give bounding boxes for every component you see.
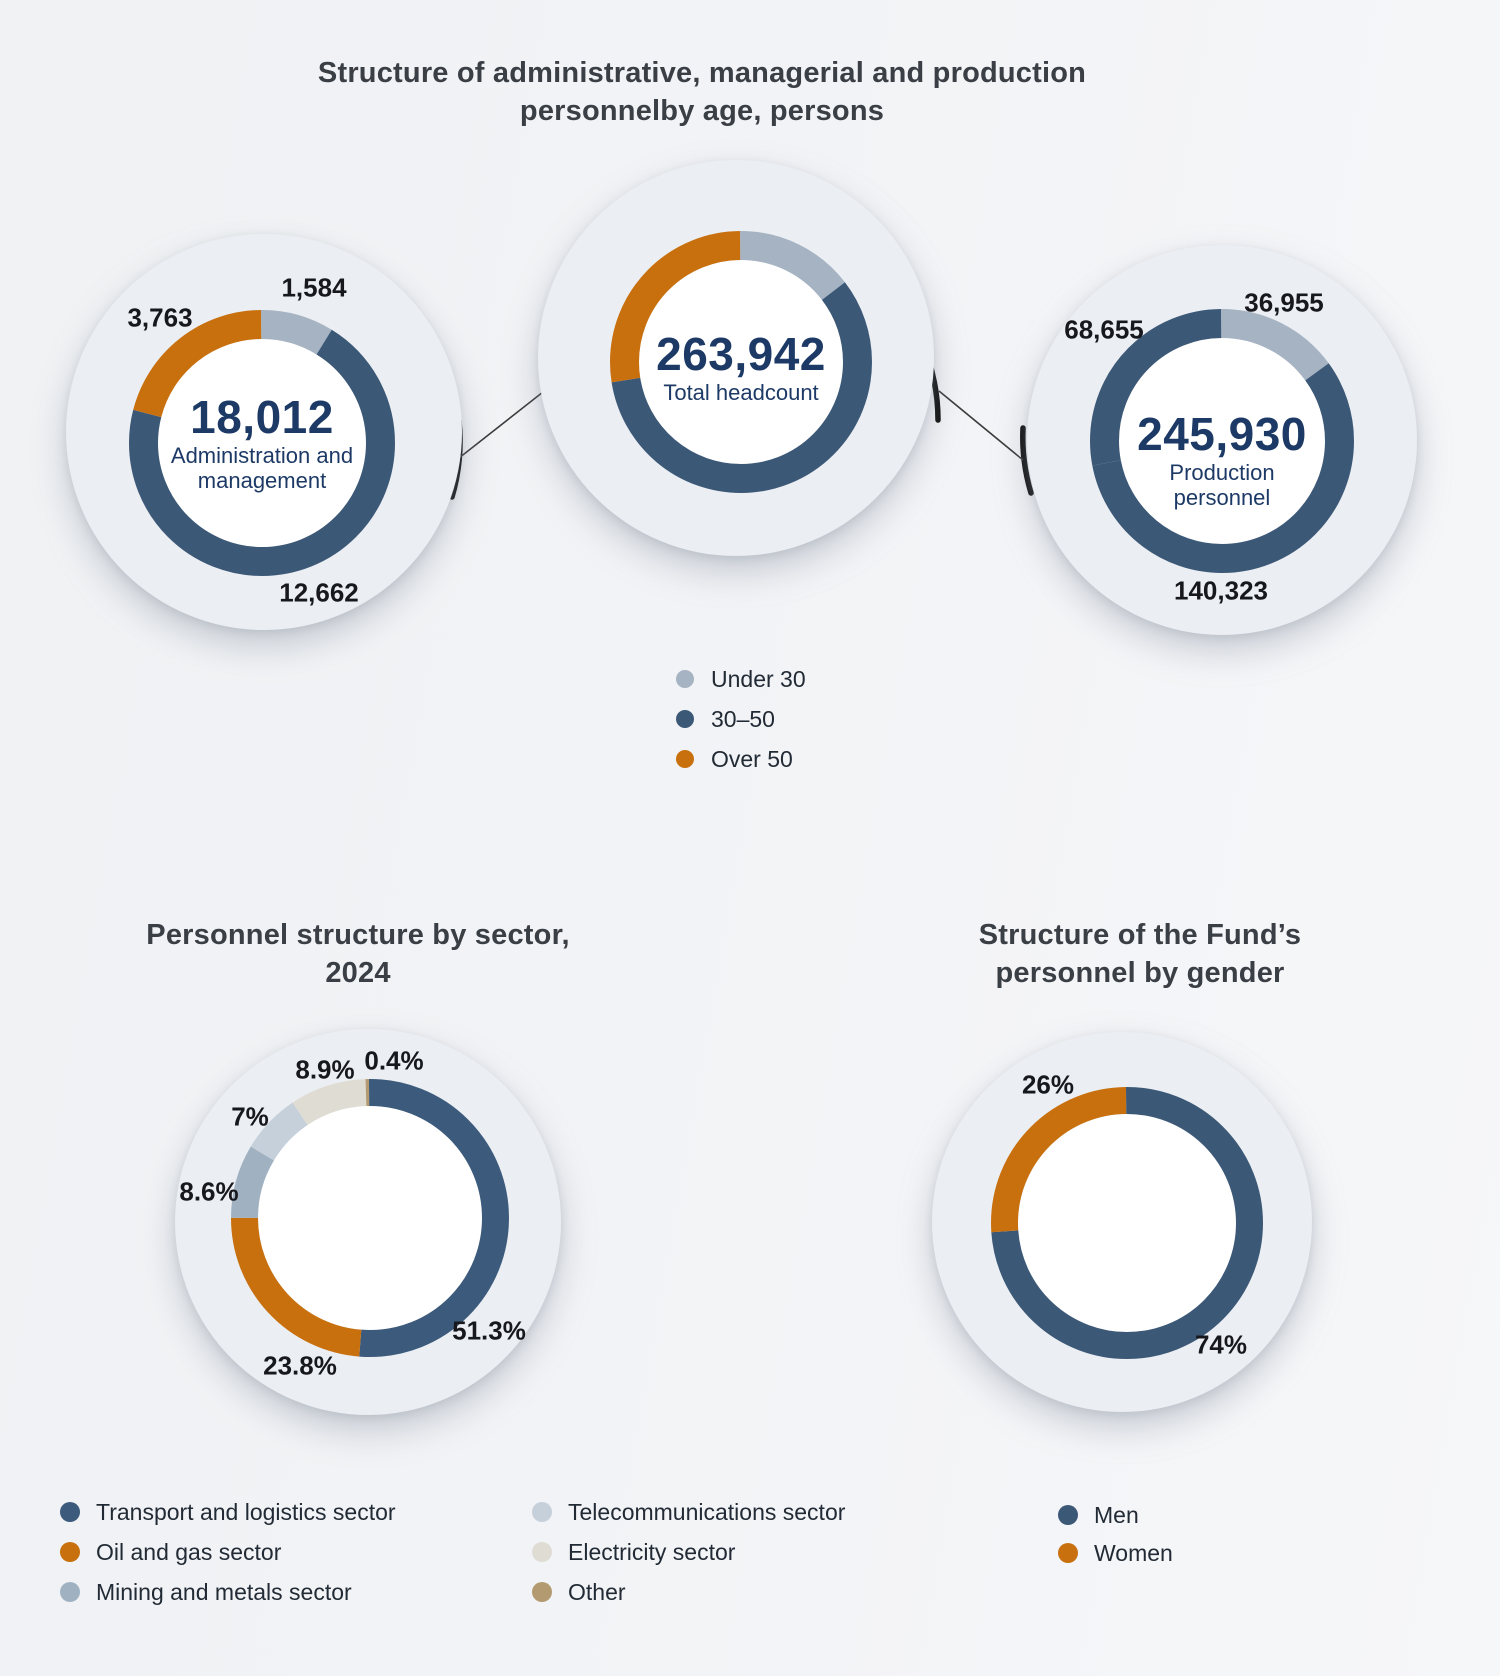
production-headcount-value: 245,930 [1137, 407, 1307, 460]
admin-under30-label: 1,584 [281, 272, 347, 303]
sector-legend-col1 [60, 1492, 396, 1612]
sector-oilgas-label: 23.8% [263, 1350, 337, 1381]
under30-dot-icon [676, 670, 694, 688]
production-30-50-label: 140,323 [1174, 575, 1268, 606]
sector-section-title [58, 916, 658, 992]
total-donut-center [610, 237, 872, 499]
legend-transport: Transport and logistics sector [60, 1492, 396, 1532]
gender-title-line1: Structure of the Fund’s [978, 919, 1302, 951]
production-donut-chart [1090, 309, 1354, 573]
gender-legend [1058, 1496, 1173, 1572]
admin-over50-label: 3,763 [127, 302, 193, 333]
legend-oil-gas: Oil and gas sector [60, 1532, 396, 1572]
30-50-dot-icon [676, 710, 694, 728]
transport-dot-icon [60, 1502, 80, 1522]
admin-donut-center [129, 310, 395, 576]
total-headcount-label: Total headcount [663, 380, 819, 405]
legend-telecom: Telecommunications sector [532, 1492, 845, 1532]
women-dot-icon [1058, 1543, 1078, 1563]
legend-electricity: Electricity sector [532, 1532, 845, 1572]
admin-30-50-label: 12,662 [279, 577, 359, 608]
other-dot-icon [532, 1582, 552, 1602]
legend-men: Men [1058, 1496, 1173, 1534]
admin-headcount-value: 18,012 [190, 390, 334, 443]
admin-headcount-label: Administration and management [170, 442, 354, 493]
sector-electricity-label: 8.9% [295, 1054, 355, 1085]
sector-telecom-label: 7% [231, 1101, 269, 1132]
sector-mining-label: 8.6% [179, 1176, 239, 1207]
legend-other: Other [532, 1572, 845, 1612]
sector-title-line1: Personnel structure by sector, [146, 919, 570, 951]
over50-dot-icon [676, 750, 694, 768]
admin-donut-chart [129, 310, 395, 576]
men-dot-icon [1058, 1505, 1078, 1525]
age-legend-over50: Over 50 [676, 739, 806, 779]
legend-women: Women [1058, 1534, 1173, 1572]
gender-title-line2: personnel by gender [995, 957, 1285, 989]
mining-dot-icon [60, 1582, 80, 1602]
gender-section-title [840, 916, 1440, 992]
gender-donut-chart [991, 1087, 1263, 1359]
legend-mining: Mining and metals sector [60, 1572, 396, 1612]
production-donut-center [1090, 328, 1354, 592]
production-headcount-label: Production personnel [1169, 459, 1275, 510]
sector-legend-col2 [532, 1492, 845, 1612]
gender-men-label: 74% [1194, 1329, 1248, 1360]
age-title-line1: Structure of administrative, managerial and production [317, 57, 1087, 89]
total-donut-chart [610, 231, 872, 493]
age-section-title [202, 54, 1202, 130]
age-title-line2: personnelby age, persons [519, 95, 885, 127]
connector-line-left [459, 392, 543, 458]
telecom-dot-icon [532, 1502, 552, 1522]
total-headcount-value: 263,942 [656, 328, 826, 380]
sector-other-label: 0.4% [364, 1045, 424, 1076]
production-under30-label: 36,955 [1244, 287, 1324, 318]
sector-title-line2: 2024 [325, 957, 391, 989]
age-legend [676, 659, 806, 779]
sector-transport-label: 51.3% [452, 1315, 526, 1346]
gender-women-label: 26% [1021, 1069, 1075, 1100]
electricity-dot-icon [532, 1542, 552, 1562]
oil-gas-dot-icon [60, 1542, 80, 1562]
connector-line-right [939, 391, 1023, 460]
age-legend-under30: Under 30 [676, 659, 806, 699]
age-legend-30-50: 30–50 [676, 699, 806, 739]
production-over50-label: 68,655 [1064, 314, 1144, 345]
